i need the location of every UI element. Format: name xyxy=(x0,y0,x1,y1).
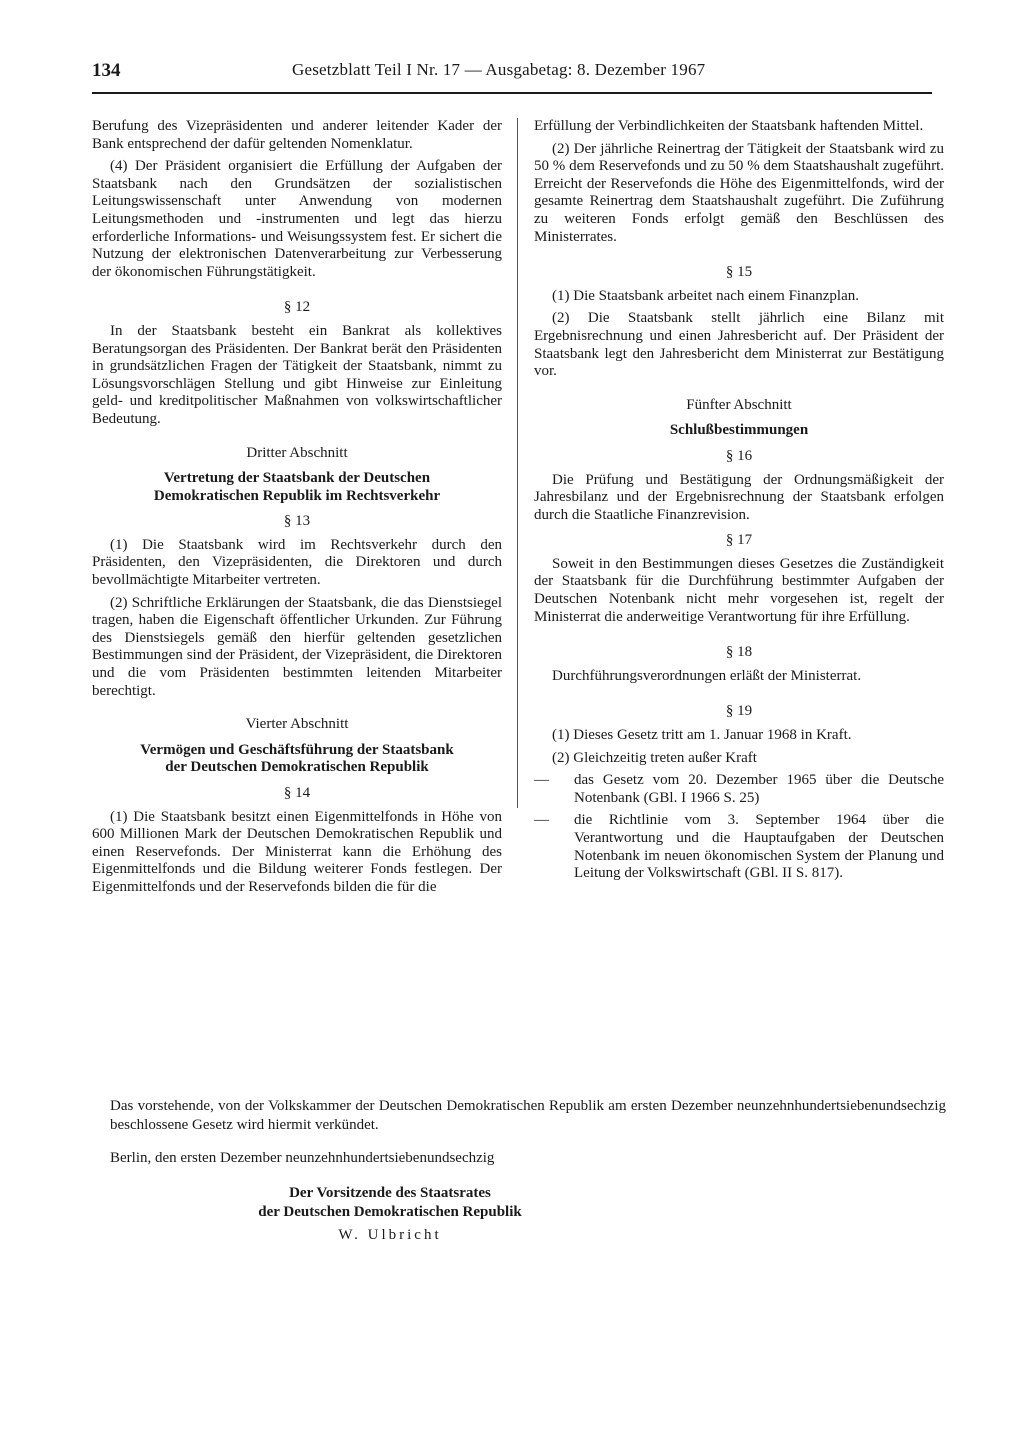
paragraph: (2) Der jährliche Reinertrag der Tätigkeit der Staatsbank wird zu 50 % dem Reservefonds und zu 50 % dem Staatshaushalt zugeführt. Erreicht der Reservefonds die Höhe des Eigenmittelfonds, wird der gesamte Reinertrag dem Staatshaushalt zugeführt. Die Zuführung zu weiteren Fonds erfolgt gemäß den Beschlüssen des Ministerrates. xyxy=(534,140,944,245)
chapter-title-5: Schlußbestimmungen xyxy=(669,422,809,439)
page-header xyxy=(92,58,932,94)
list-item xyxy=(534,812,944,882)
section-heading-14: § 14 xyxy=(283,785,311,801)
paragraph: Soweit in den Bestimmungen dieses Gesetzes die Zuständigkeit der Staatsbank für die Durchführung bestimmter Aufgaben der Deutschen Notenbank nicht mehr vorgesehen ist, regelt der Ministerrat die anderweitige Verantwortung für ihre Erfüllung. xyxy=(534,555,944,625)
right-column xyxy=(534,118,944,888)
section-heading-19: § 19 xyxy=(725,703,753,720)
chapter-label-3: Dritter Abschnitt xyxy=(246,444,348,461)
column-divider xyxy=(517,118,518,808)
paragraph: (4) Der Präsident organisiert die Erfüllung der Aufgaben der Staatsbank nach den Grundsätzen der sozialistischen Leitungswissenschaft unter Anwendung von modernen Leitungsmethoden und -instrumenten und legt das hierzu erforderliche Informations- und Weisungssystem fest. Er sichert die Nutzung der elektronischen Datenverarbeitung zur Verbesserung der ökonomischen Führungstätigkeit. xyxy=(92,158,502,280)
signer-title-line: Der Vorsitzende des Staatsrates xyxy=(289,1185,491,1201)
chapter-label-5: Fünfter Abschnitt xyxy=(686,396,792,413)
paragraph: In der Staatsbank besteht ein Bankrat als kollektives Beratungsorgan des Präsidenten. Der Bankrat berät den Präsidenten in grundsätzlichen Fragen der Tätigkeit der Staatsbank, nimmt zu Lösungsvorschlägen Stellung und gibt Hinweise zur Einleitung geld- und kreditpolitischer Maßnahmen von volkswirtschaftlicher Bedeutung. xyxy=(92,322,502,427)
section-heading-18: § 18 xyxy=(725,644,753,661)
section-heading-12: § 12 xyxy=(283,299,311,316)
paragraph: (1) Dieses Gesetz tritt am 1. Januar 1968 in Kraft. xyxy=(552,727,852,744)
section-heading-15: § 15 xyxy=(725,264,753,281)
promulgation-text: Das vorstehende, von der Volkskammer der Deutschen Demokratischen Republik am ersten Dezember neunzehnhundertsiebenundsechzig beschlossene Gesetz wird hiermit verkündet. xyxy=(110,1098,946,1133)
paragraph: Erfüllung der Verbindlichkeiten der Staatsbank haftenden Mittel. xyxy=(534,118,924,134)
chapter-title-line: der Deutschen Demokratischen Republik xyxy=(165,759,429,776)
paragraph: (1) Die Staatsbank wird im Rechtsverkehr durch den Präsidenten, den Vizepräsidenten, die Direktoren und durch bevollmächtigte Mitarbeiter vertreten. xyxy=(92,536,502,589)
paragraph: (2) Gleichzeitig treten außer Kraft xyxy=(552,749,757,766)
gazette-title: Gesetzblatt Teil I Nr. 17 — Ausgabetag: 8. Dezember 1967 xyxy=(292,60,706,79)
chapter-label-4: Vierter Abschnitt xyxy=(245,716,349,733)
section-heading-17: § 17 xyxy=(725,532,753,549)
signer-name: W. Ulbricht xyxy=(338,1227,442,1243)
promulgation-block xyxy=(110,1097,946,1245)
chapter-title-line: Vertretung der Staatsbank der Deutschen xyxy=(163,470,431,487)
dash-bullet: — xyxy=(534,772,549,789)
signer-title xyxy=(110,1184,670,1222)
paragraph: Die Prüfung und Bestätigung der Ordnungsmäßigkeit der Jahresbilanz und der Ergebnisrechnung der Staatsbank erfolgen durch die Staatliche Finanzrevision. xyxy=(534,471,944,523)
page-number: 134 xyxy=(92,60,121,81)
paragraph: (2) Die Staatsbank stellt jährlich eine Bilanz mit Ergebnisrechnung und einen Jahresbericht auf. Der Präsident der Staatsbank legt den Jahresbericht dem Ministerrat zur Bestätigung vor. xyxy=(534,310,944,380)
section-heading-16: § 16 xyxy=(725,447,753,464)
chapter-title-3 xyxy=(92,470,502,505)
paragraph: (2) Schriftliche Erklärungen der Staatsbank, die das Dienstsiegel tragen, haben die Eigenschaft öffentlicher Urkunden. Zur Führung des Dienstsiegels gemäß den hierfür geltenden gesetzlichen Bestimmungen sind der Präsident, der Vizepräsident, die Direktoren und die vom Präsidenten bestimmten leitenden Mitarbeiter berechtigt. xyxy=(92,594,502,699)
list-item xyxy=(534,772,944,807)
paragraph: Durchführungsverordnungen erläßt der Ministerrat. xyxy=(552,667,862,684)
list-item-text: das Gesetz vom 20. Dezember 1965 über die Deutsche Notenbank (GBl. I 1966 S. 25) xyxy=(574,772,944,806)
dash-bullet: — xyxy=(534,812,549,829)
chapter-title-line: Demokratischen Republik im Rechtsverkehr xyxy=(153,487,441,504)
paragraph: Berufung des Vizepräsidenten und anderer leitender Kader der Bank entsprechend der dafür geltenden Nomenklatur. xyxy=(92,118,502,152)
paragraph: (1) Die Staatsbank besitzt einen Eigenmittelfonds in Höhe von 600 Millionen Mark der Deutschen Demokratischen Republik und einen Reservefonds. Der Ministerrat kann die Erhöhung des Eigenmittelfonds und die Bildung weiterer Fonds festlegen. Der Eigenmittelfonds und der Reservefonds bilden die für die xyxy=(92,808,502,895)
list-item-text: die Richtlinie vom 3. September 1964 über die Verantwortung und die Hauptaufgaben der Deutschen Notenbank im neuen ökonomischen System der Planung und Leitung der Volkswirtschaft (GBl. II S. 817). xyxy=(574,812,944,882)
paragraph: (1) Die Staatsbank arbeitet nach einem Finanzplan. xyxy=(552,287,859,304)
section-heading-13: § 13 xyxy=(283,513,311,530)
left-column xyxy=(92,118,502,902)
chapter-title-4 xyxy=(92,742,502,777)
place-date: Berlin, den ersten Dezember neunzehnhundertsiebenundsechzig xyxy=(110,1150,495,1166)
chapter-title-line: Vermögen und Geschäftsführung der Staatsbank xyxy=(140,741,454,758)
signer-title-line: der Deutschen Demokratischen Republik xyxy=(258,1204,522,1220)
